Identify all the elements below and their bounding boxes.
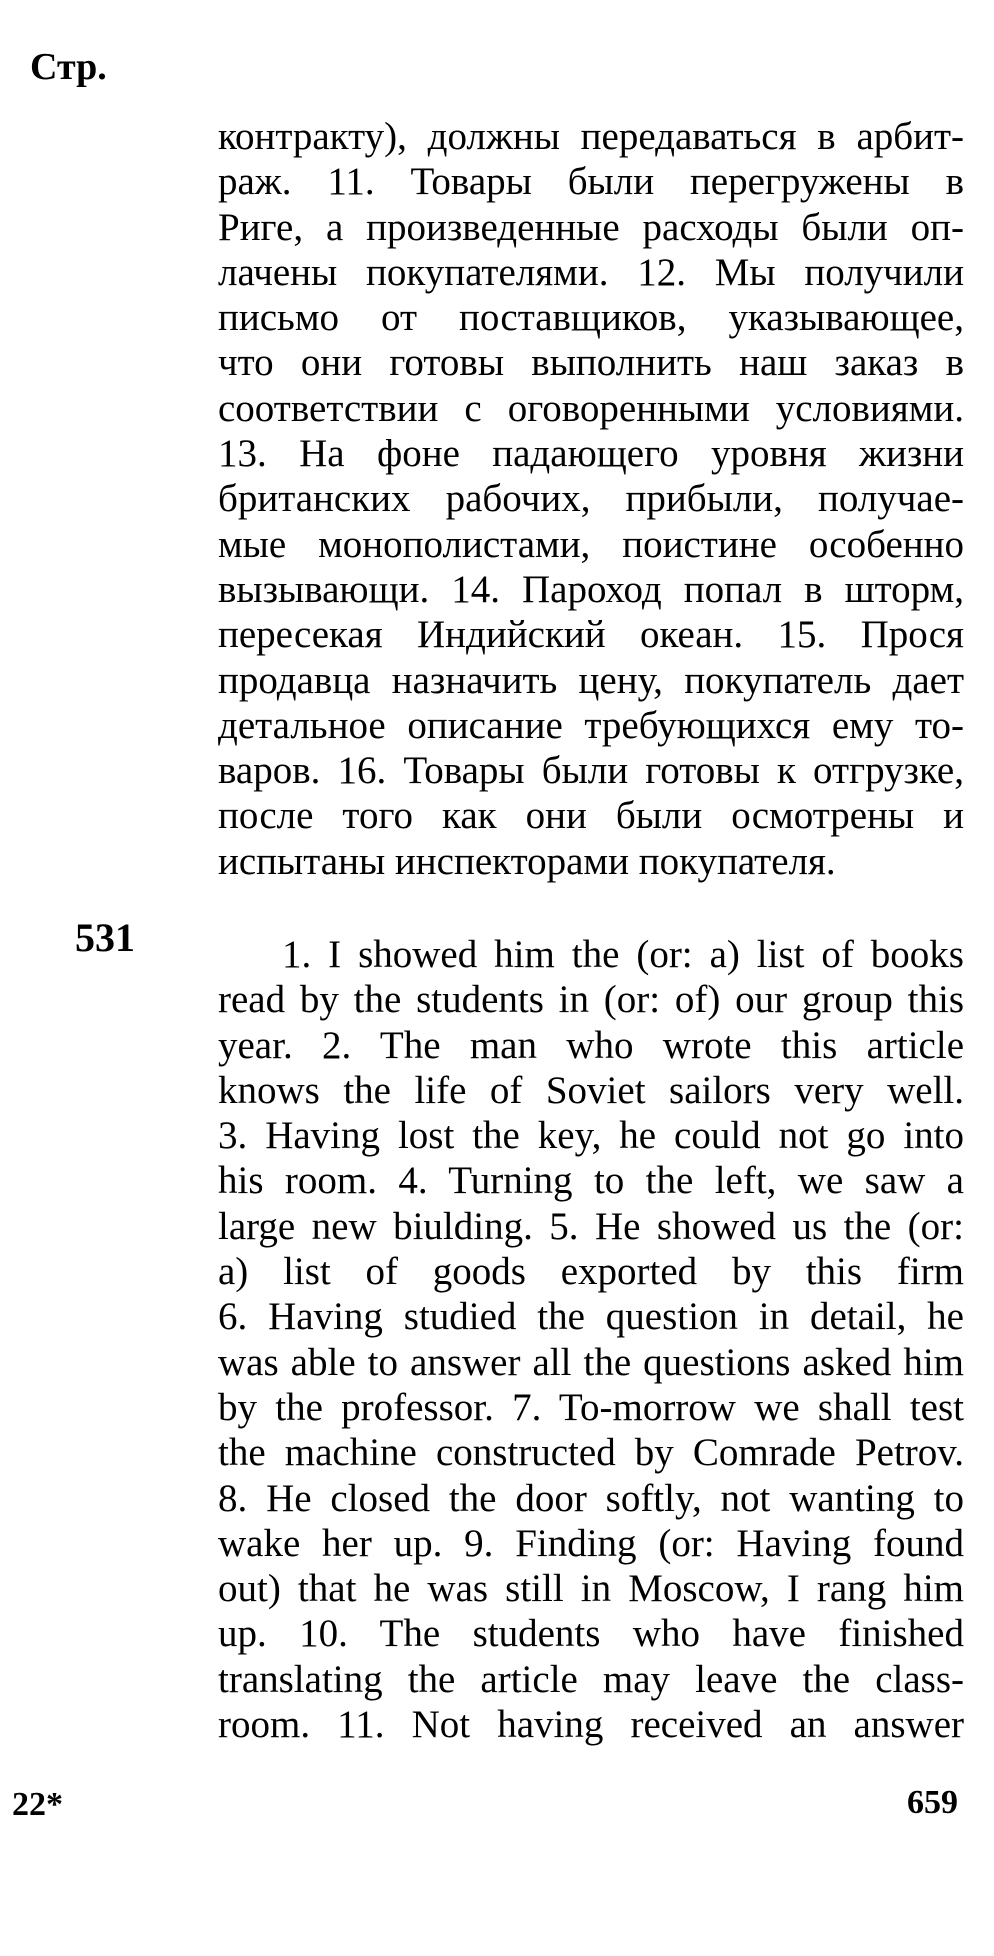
text-line: Риге, а произведенные расходы были оп- [218, 205, 964, 249]
text-line: 6. Having studied the question in detail, he [218, 1295, 964, 1339]
text-line: up. 10. The students who have finished [218, 1612, 964, 1656]
text-line: соответствии с оговоренными условиями. [218, 386, 964, 430]
text-line: испытаны инспекторами покупателя. [218, 839, 836, 883]
text-line: письмо от поставщиков, указывающее, [218, 296, 964, 340]
text-line: wake her up. 9. Finding (or: Having found [218, 1521, 964, 1565]
text-line: 13. На фоне падающего уровня жизни [218, 432, 964, 476]
text-line: вызывающи. 14. Пароход попал в шторм, [218, 567, 964, 611]
text-line: детальное описание требующихся ему то- [218, 703, 964, 747]
signature-mark: 22* [12, 1786, 63, 1823]
russian-translation-block [218, 114, 964, 884]
text-line: 1. I showed him the (or: a) list of books [282, 933, 964, 976]
text-line: knows the life of Soviet sailors very well. [218, 1068, 964, 1112]
text-line: после того как они были осмотрены и [218, 794, 964, 838]
text-line: the machine constructed by Comrade Petrov. [218, 1431, 964, 1475]
text-line: year. 2. The man who wrote this article [218, 1023, 964, 1067]
text-line: room. 11. Not having received an answer [218, 1703, 964, 1747]
text-line: пересекая Индийский океан. 15. Прося [218, 613, 964, 657]
text-line: out) that he was still in Moscow, I rang him [218, 1567, 964, 1611]
text-line: лачены покупателями. 12. Мы получили [218, 250, 964, 294]
text-line: was able to answer all the questions asked him [218, 1340, 964, 1384]
text-line: мые монополистами, поистине особенно [218, 522, 964, 566]
text-line: 3. Having lost the key, he could not go into [218, 1114, 964, 1158]
text-line: контракту), должны передаваться в арбит- [218, 115, 964, 158]
text-line: large new biulding. 5. He showed us the (or: [218, 1204, 964, 1248]
text-line: варов. 16. Товары были готовы к отгрузке, [218, 749, 964, 793]
text-line: британских рабочих, прибыли, получае- [218, 477, 964, 521]
text-line: read by the students in (or: of) our group this [218, 978, 964, 1022]
text-line: his room. 4. Turning to the left, we saw a [218, 1159, 964, 1203]
text-line: by the professor. 7. To-morrow we shall test [218, 1385, 964, 1429]
page-number: 659 [907, 1784, 958, 1821]
exercise-number: 531 [75, 915, 135, 960]
page-header-label: Стр. [30, 46, 107, 88]
text-line: что они готовы выполнить наш заказ в [218, 341, 964, 385]
text-line: продавца назначить цену, покупатель дает [218, 658, 964, 702]
text-line: раж. 11. Товары были перегружены в [218, 160, 964, 204]
english-translation-block [218, 932, 964, 1747]
text-line: 8. He closed the door softly, not wanting to [218, 1476, 964, 1520]
text-line: translating the article may leave the class- [218, 1657, 964, 1701]
text-line: a) list of goods exported by this firm [218, 1250, 964, 1294]
